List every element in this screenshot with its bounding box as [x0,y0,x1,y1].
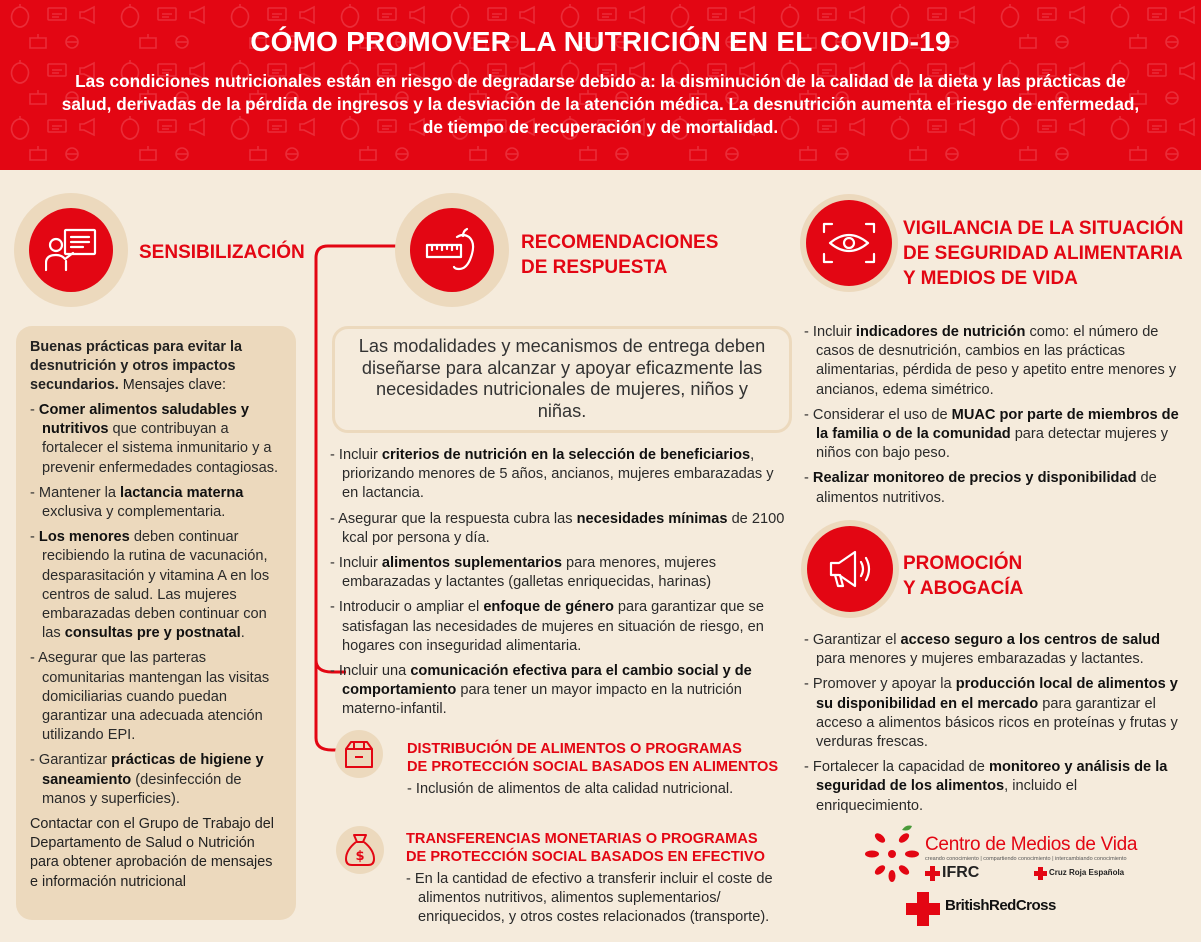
list-item-text: que contribuyan a fortalecer el sistema inmunitario y a prevenir enfermedades contagiosas. [42,421,279,476]
header-banner [0,0,1201,170]
list-item [30,528,284,643]
food-box-icon [342,737,376,771]
list-item-text: Mantener la [38,484,121,501]
list-item-bold: MUAC por parte de miembros de la familia o de la comunidad [816,406,1179,443]
list-item-text: Asegurar que la respuesta cubra las [338,510,577,527]
vigilancia-badge [806,200,892,286]
promocion-title-line1: PROMOCIÓN [903,553,1023,574]
list-item [804,406,1184,464]
list-item-bold: indicadores de nutrición [855,324,1026,340]
list-item-bold: necesidades mínimas [576,510,728,527]
list-item [30,649,284,745]
ifrc-logo-text: IFRC [942,864,980,881]
list-item [406,870,791,928]
list-item-text: Garantizar el [812,632,901,648]
list-item-text: Incluir [338,555,382,572]
list-item-text: como: el número de casos de desnutrición, cambios en las prácticas alimentarias, pérdida de peso y apetito entre menores y ancianos, edema simétrico. [816,324,1177,398]
list-item [407,780,787,799]
list-item-bold: prácticas de higiene y saneamiento [42,752,264,788]
sensibilizacion-intro-rest: Mensajes clave: [118,377,226,393]
transferencias-title-line1: TRANSFERENCIAS MONETARIAS O PROGRAMAS [406,831,758,847]
sensibilizacion-badge [29,208,113,292]
list-item-text: para menores, mujeres embarazadas y lactantes (galletas enriquecidas, harinas) [342,555,717,591]
svg-text:$: $ [355,849,365,864]
list-item [30,401,284,478]
recomendaciones-list [330,446,790,726]
list-item-text: Incluir [338,447,382,463]
sensibilizacion-panel [16,326,296,920]
header-intro: Las condiciones nutricionales están en riesgo de degradarse debido a: la disminución de la calidad de la dieta y las prácticas de salud, derivadas de la pérdida de ingresos y la desviación de la atención médica. La desnutrición aumenta el riesgo de enfermedad, de tiempo de recuperación y de mortalidad. [61,71,1140,137]
transferencias-list [406,870,791,934]
list-item [804,675,1186,752]
list-item-bold: Realizar monitoreo de precios y disponibilidad [812,470,1137,487]
list-item-text: (desinfección de manos y superficies). [42,771,242,807]
list-item [330,446,790,504]
list-item [330,598,790,656]
page-title: CÓMO PROMOVER LA NUTRICIÓN EN EL COVID-19 [250,26,951,57]
list-item [330,554,790,592]
recomendaciones-title-line1: RECOMENDACIONES [521,232,719,253]
list-item-bold: Comer alimentos saludables y nutritivos [38,402,249,438]
list-item-text: de 2100 kcal por persona y día. [342,510,785,546]
list-item-bold: criterios de nutrición en la selección de beneficiarios [381,447,751,463]
sensibilizacion-title: SENSIBILIZACIÓN [139,242,305,263]
list-item-bold: acceso seguro a los centros de salud [900,632,1161,648]
cruz-roja-cross-icon [1034,867,1047,880]
list-item [30,751,284,809]
recomendaciones-callout [332,326,792,433]
list-item-text: Incluir una [338,663,411,680]
list-item-text: Incluir [812,324,856,340]
distribucion-list [407,780,787,805]
promocion-title-line2: Y ABOGACÍA [903,578,1024,599]
centro-logo-text: Centro de Medios de Vida [925,834,1138,855]
list-item-bold: enfoque de género [483,599,614,616]
recomendaciones-callout-text: Las modalidades y mecanismos de entrega deben diseñarse para alcanzar y apoyar eficazmente las necesidades nutricionales de mujeres, niños y niñas. [358,336,766,421]
ifrc-cross-icon [925,866,940,881]
british-red-cross-logo-text: BritishRedCross [945,897,1056,914]
list-item-text: , incluido el enriquecimiento. [816,778,1078,814]
recomendaciones-title-line2: DE RESPUESTA [521,257,668,278]
apple-measuring-tape-icon [425,227,479,273]
list-item-text: para detectar mujeres y niños con bajo peso. [816,426,1169,462]
money-bag-icon [344,832,376,868]
distribucion-title-line1: DISTRIBUCIÓN DE ALIMENTOS O PROGRAMAS [407,741,742,757]
list-item-text: , priorizando menores de 5 años, ancianos, mujeres embarazadas y en lactancia. [342,447,774,502]
promocion-badge [807,526,893,612]
list-item-text: de alimentos nutritivos. [816,470,1157,506]
list-item-text: para garantizar que se satisfagan las necesidades de mujeres en situación de riesgo, en hogares con inseguridad alimentaria. [342,599,764,654]
list-item-bold: lactancia materna [120,484,244,501]
sensibilizacion-intro [30,338,284,395]
sensibilizacion-intro-bold: Buenas prácticas para evitar la desnutrición y otros impactos secundarios. [30,339,242,393]
british-red-cross-icon [906,892,940,926]
list-item-bold: monitoreo y análisis de la seguridad de los alimentos [816,759,1168,795]
vigilancia-title [903,216,1183,291]
list-item-text: deben continuar recibiendo la rutina de vacunación, desparasitación y vitamina A en los centros de salud. Las mujeres embarazadas deben continuar con las [42,529,270,642]
list-item [804,758,1186,816]
list-item-bold: producción local de alimentos y su disponibilidad en el mercado [816,676,1178,712]
sensibilizacion-list [30,401,284,809]
list-item [804,631,1186,669]
list-item-text: Promover y apoyar la [812,676,956,693]
list-item-text: Fortalecer la capacidad de [812,759,989,776]
list-item-bold: alimentos suplementarios [381,555,562,572]
list-item-text: En la cantidad de efectivo a transferir incluir el coste de alimentos nutritivos, alimentos suplementarios/ enriquecidos, y otros costes relacionados (transporte). [414,871,773,926]
list-item-text: . [240,625,245,642]
recomendaciones-badge [410,208,494,292]
list-item-text: Garantizar [38,752,112,769]
list-item-text: Inclusión de alimentos de alta calidad nutricional. [415,781,734,797]
list-item-bold: consultas pre y postnatal [64,625,241,642]
list-item-text: para tener un mayor impacto en la nutrición materno-infantil. [342,682,742,718]
list-item-text: exclusiva y complementaria. [42,504,226,521]
list-item-text: Introducir o ampliar el [338,599,484,616]
vigilancia-title-line2: DE SEGURIDAD ALIMENTARIA [903,243,1183,264]
list-item [330,662,790,720]
eye-scan-icon [822,222,876,264]
list-item-bold: comunicación efectiva para el cambio social y de comportamiento [342,663,752,699]
list-item-text: Considerar el uso de [812,406,952,423]
centro-tagline: creando conocimiento | compartiendo conocimiento | intercambiando conocimiento [925,856,1127,862]
list-item [804,469,1184,507]
list-item-text: para garantizar el acceso a alimentos básicos ricos en proteínas y frutas y verduras frescas. [816,695,1178,751]
vigilancia-title-line1: VIGILANCIA DE LA SITUACIÓN [903,218,1184,239]
list-item [30,484,284,522]
vigilancia-title-line3: Y MEDIOS DE VIDA [903,268,1078,289]
distribucion-title [407,740,778,776]
transferencias-title-line2: DE PROTECCIÓN SOCIAL BASADOS EN EFECTIVO [406,849,765,865]
centro-medios-vida-logo [862,824,922,884]
promocion-list [804,631,1186,822]
list-item-text: Asegurar que las parteras comunitarias mantengan las visitas domiciliarias cuando puedan garantizar una adecuada atención utilizando EPI. [38,650,270,744]
list-item [330,510,790,548]
promocion-title [903,551,1023,601]
vigilancia-list [804,323,1184,514]
distribucion-title-line2: DE PROTECCIÓN SOCIAL BASADOS EN ALIMENTOS [407,759,779,775]
recomendaciones-title [521,230,718,280]
transferencias-title [406,830,765,866]
list-item-bold: Los menores [38,529,130,546]
teacher-presentation-icon [45,228,97,272]
list-item [804,323,1184,400]
megaphone-icon [827,548,873,590]
list-item-text: para menores y mujeres embarazadas y lactantes. [816,651,1144,668]
sensibilizacion-outro: Contactar con el Grupo de Trabajo del Departamento de Salud o Nutrición para obtener aprobación de mensajes e información nutricional [30,816,274,890]
cruz-roja-logo-text: Cruz Roja Española [1049,868,1125,877]
